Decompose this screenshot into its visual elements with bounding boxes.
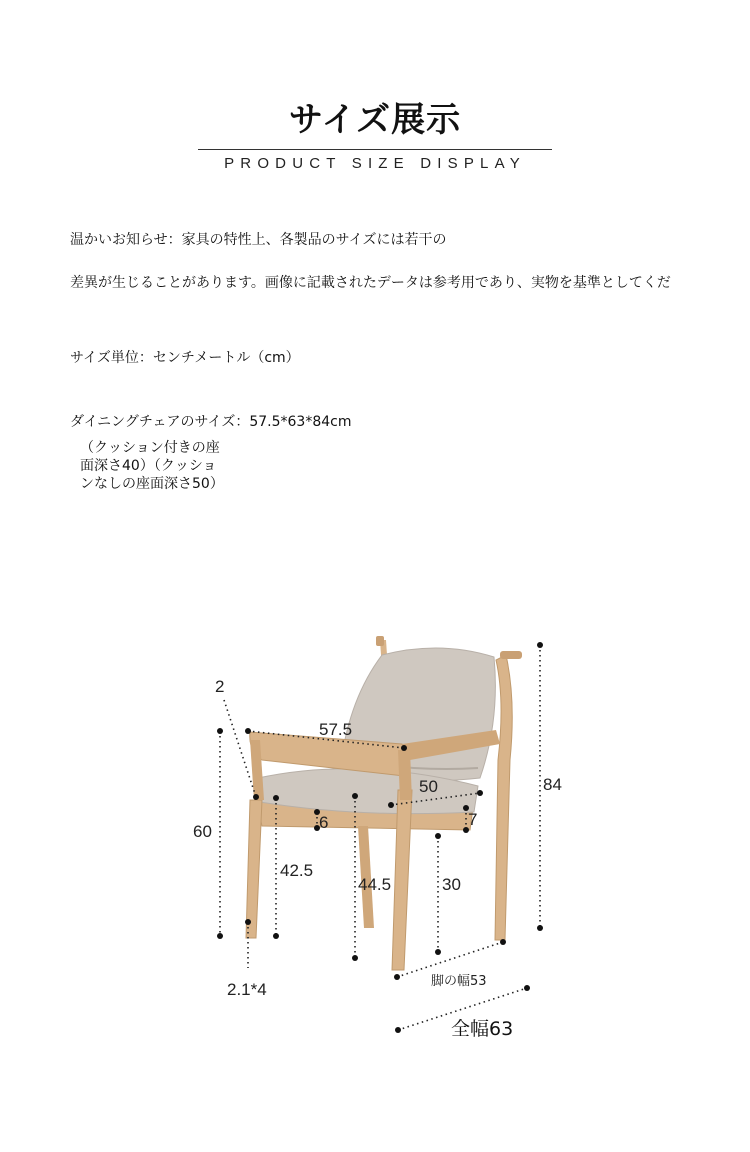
dim-label-leg-span: 脚の幅53 bbox=[431, 974, 487, 989]
seat-note-line: 面深さ40）（クッショ bbox=[80, 458, 217, 474]
dim-label-seat-frame: 6 bbox=[319, 813, 329, 832]
chair-dimension-diagram bbox=[0, 600, 750, 1060]
page-subtitle: PRODUCT SIZE DISPLAY bbox=[224, 155, 526, 172]
notice-line-1: 温かいお知らせ：家具の特性上、各製品のサイズには若干の bbox=[70, 232, 447, 248]
seat-note-line: （クッション付きの座 bbox=[80, 440, 220, 456]
dim-label-seat-height: 44.5 bbox=[358, 875, 392, 894]
chair-illustration bbox=[246, 636, 522, 970]
dim-label-leg-size: 2.1*4 bbox=[227, 980, 267, 999]
dim-label-rear-frame: 7 bbox=[468, 810, 478, 829]
product-size-line: ダイニングチェアのサイズ：57.5*63*84cm bbox=[70, 414, 352, 430]
title-divider bbox=[198, 149, 552, 150]
dim-label-front-height: 42.5 bbox=[280, 861, 314, 880]
dim-label-rear-leg: 30 bbox=[442, 875, 461, 894]
dim-label-overall-width: 全幅63 bbox=[451, 1018, 514, 1040]
seat-note-line: ンなしの座面深さ50） bbox=[80, 476, 224, 492]
dim-label-arm-width: 57.5 bbox=[319, 720, 353, 739]
dim-label-top-rail: 2 bbox=[215, 677, 225, 696]
dim-label-seat-depth: 50 bbox=[419, 777, 438, 796]
notice-line-2: 差異が生じることがあります。画像に記載されたデータは参考用であり、実物を基準としてくだ bbox=[70, 275, 671, 291]
page-title: サイズ展示 bbox=[288, 100, 462, 140]
seat-depth-note bbox=[80, 439, 260, 493]
dim-label-total-height: 84 bbox=[543, 775, 562, 794]
dim-label-arm-height: 60 bbox=[193, 822, 212, 841]
unit-line: サイズ単位：センチメートル（cm） bbox=[70, 350, 300, 366]
leg-span-line bbox=[397, 942, 503, 977]
